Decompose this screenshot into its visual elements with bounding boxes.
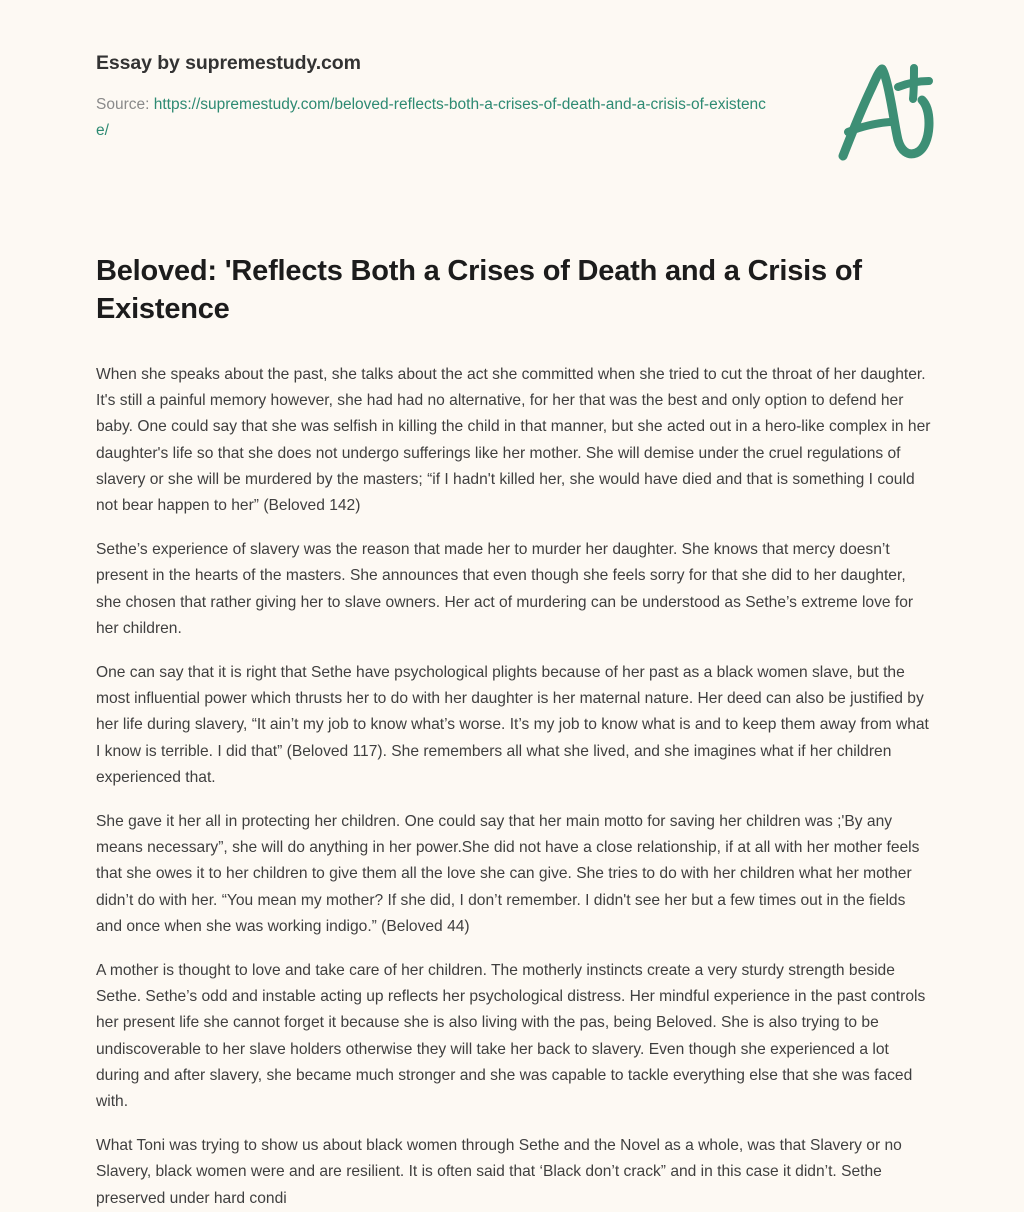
paragraph: She gave it her all in protecting her children. One could say that her main motto for saving her children was ;'By any means necessary”, she will do anything in her power.She did not have a close relationship, if at all with her mother feels that she owes it to her children to give them all the love she can give. She tries to do with her children what her mother didn’t do with her. “You mean my mother? If she did, I don’t remember. I didn't see her but a few times out in the fields and once when she was working indigo.” (Beloved 44) [96,813,920,935]
paragraph: When she speaks about the past, she talks about the act she committed when she tried to cut the throat of her daughter. It's still a painful memory however, she had had no alternative, for her that was the best and only option to defend her baby. One could say that she was selfish in killing the child in that manner, but she acted out in a hero-like complex in her daughter's life so that she does not undergo sufferings like her mother. She will demise under the cruel regulations of slavery or she will be murdered by the masters; “if I hadn't killed her, she would have died and that is something I could not bear happen to her” (Beloved 142) [96,366,931,515]
a-plus-logo-icon [826,52,946,170]
article [96,252,934,1212]
document-header [96,50,928,144]
source-url-link[interactable]: https://supremestudy.com/beloved-reflects-both-a-crises-of-death-and-a-crisis-of-existence/ [96,96,766,139]
site-title: Essay by supremestudy.com [96,52,361,74]
source-line [96,92,776,144]
article-body [96,362,934,1212]
source-label: Source: [96,96,150,113]
paragraph: One can say that it is right that Sethe have psychological plights because of her past as a black women slave, but the most influential power which thrusts her to do with her daughter is her maternal nature. Her deed can also be justified by her life during slavery, “It ain’t my job to know what’s worse. It’s my job to know what is and to keep them away from what I know is terrible. I did that” (Beloved 117). She remembers all what she lived, and she imagines what if her children experienced that. [96,664,929,786]
paragraph: Sethe’s experience of slavery was the reason that made her to murder her daughter. She knows that mercy doesn’t present in the hearts of the masters. She announces that even though she feels sorry for that she did to her daughter, she chosen that rather giving her to slave owners. Her act of murdering can be understood as Sethe’s extreme love for her children. [96,541,914,637]
paragraph: A mother is thought to love and take care of her children. The motherly instincts create a very sturdy strength beside Sethe. Sethe’s odd and instable acting up reflects her psychological distress. Her mindful experience in the past controls her present life she cannot forget it because she is also living with the pas, being Beloved. She is also trying to be undiscoverable to her slave holders otherwise they will take her back to slavery. Even though she experienced a lot during and after slavery, she became much stronger and she was capable to tackle everything else that she was faced with. [96,962,926,1111]
page-title: Beloved: 'Reflects Both a Crises of Death and a Crisis of Existence [96,255,862,325]
paragraph: What Toni was trying to show us about black women through Sethe and the Novel as a whole, was that Slavery or no Slavery, black women were and are resilient. It is often said that ‘Black don’t crack” and in this case it didn’t. Sethe preserved under hard condi [96,1137,902,1207]
a-plus-logo [826,52,946,170]
